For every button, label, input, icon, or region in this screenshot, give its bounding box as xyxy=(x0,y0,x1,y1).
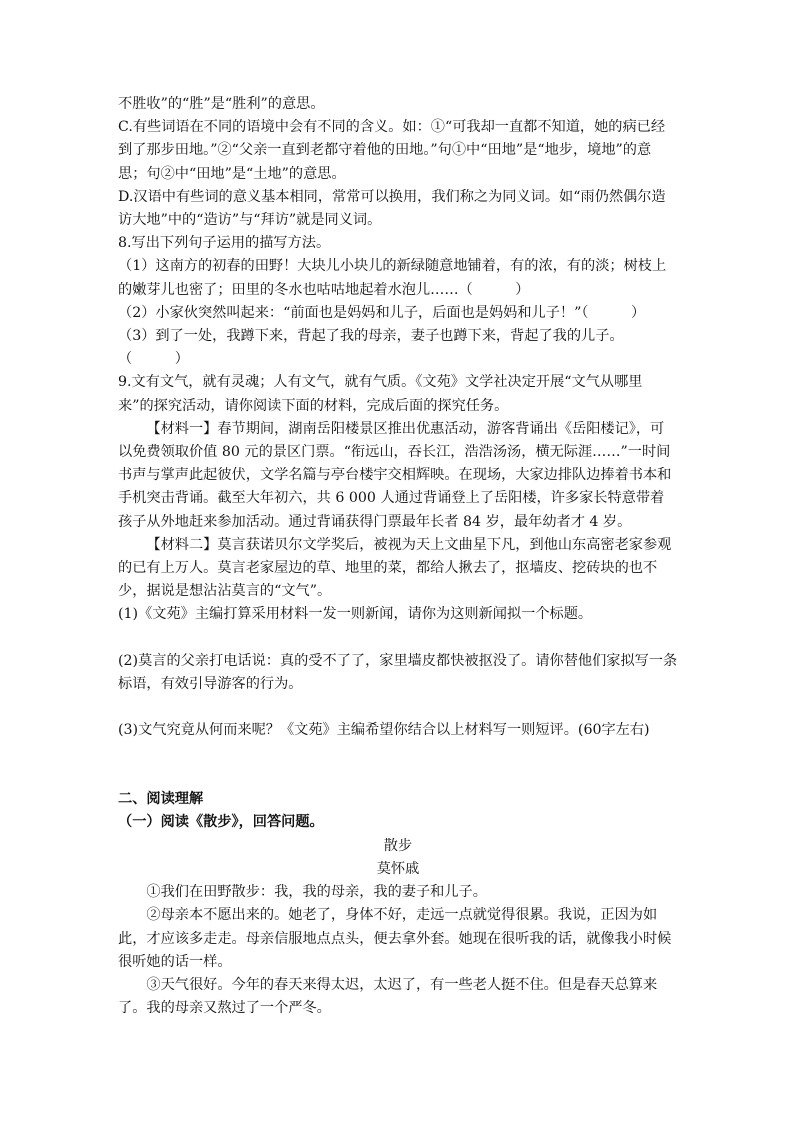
task-1: (1)《文苑》主编打算采用材料一发一则新闻，请你为这则新闻拟一个标题。 xyxy=(118,606,593,623)
answer-space xyxy=(118,742,678,788)
question-8: 8.写出下列句子运用的描写方法。 xyxy=(118,235,331,252)
question-9: 9.文有文气，就有灵魂；人有文气，就有气质。《文苑》文学社决定开展“文气从哪里来”的探究活动，请你阅读下面的材料，完成后面的探究任务。 xyxy=(118,374,643,414)
option-d: D.汉语中有些词的意义基本相同，常常可以换用，我们称之为同义词。如“雨仍然偶尔造访大地”中的“造访”与“拜访”就是同义词。 xyxy=(118,188,666,229)
question-8-item-3: （3）到了一处，我蹲下来，背起了我的母亲，妻子也蹲下来，背起了我的儿子。（ ） xyxy=(118,328,624,368)
article-author: 莫怀戚 xyxy=(376,860,420,877)
article-title: 散步 xyxy=(383,837,413,854)
answer-space xyxy=(118,696,678,719)
option-c: C.有些词语在不同的语境中会有不同的含义。如：①“可我却一直都不知道，她的病已经到了那步田地。”②“父亲一直到老都守着他的田地。”句①中“田地”是“地步，境地”的意思；句②中“田地”是“土地”的意思。 xyxy=(118,119,666,182)
answer-space xyxy=(118,627,678,650)
article-paragraph-2: ②母亲本不愿出来的。她老了，身体不好，走远一点就觉得很累。我说，正因为如此，才应该多走走。母亲信服地点点头，便去拿外套。她现在很听我的话，就像我小时候很听她的话一样。 xyxy=(118,907,672,970)
question-8-item-2: （2）小家伙突然叫起来：“前面也是妈妈和儿子，后面也是妈妈和儿子！”（ ） xyxy=(118,304,646,321)
section-heading: 二、阅读理解 xyxy=(118,791,204,808)
task-3: (3)文气究竟从何而来呢？《文苑》主编希望你结合以上材料写一则短评。(60字左右) xyxy=(118,722,650,739)
option-b-tail: 不胜收”的“胜”是“胜利”的意思。 xyxy=(118,96,325,112)
subsection-heading: （一）阅读《散步》，回答问题。 xyxy=(118,814,324,831)
material-1: 【材料一】春节期间，湖南岳阳楼景区推出优惠活动，游客背诵出《岳阳楼记》，可以免费领取价值 80 元的景区门票。“衔远山，吞长江，浩浩汤汤，横无际涯……”一时间书声与掌声此起彼伏，文学名篇与亭台楼宇交相辉映。在现场，大家边排队边捧着书本和手机突击背诵。截至大年初六，共 6 000 人通过背诵登上了岳阳楼，许多家长特意带着孩子从外地赶来参加活动。通过背诵获得门票最年长者 84 岁，最年幼者才 4 岁。 xyxy=(118,420,672,530)
document-page xyxy=(118,93,678,1020)
article-paragraph-1: ①我们在田野散步：我，我的母亲，我的妻子和儿子。 xyxy=(146,884,487,901)
question-8-item-1: （1）这南方的初春的田野！大块儿小块儿的新绿随意地铺着，有的浓，有的淡；树枝上的嫩芽儿也密了；田里的冬水也咕咕地起着水泡儿……（ ） xyxy=(118,258,667,298)
material-2: 【材料二】莫言获诺贝尔文学奖后，被视为天上文曲星下凡，到他山东高密老家参观的已有上万人。莫言老家屋边的草、地里的菜，都给人揪去了，抠墙皮、挖砖块的也不少，据说是想沾沾莫言的“文气”。 xyxy=(118,536,672,600)
article-paragraph-3: ③天气很好。今年的春天来得太迟，太迟了，有一些老人挺不住。但是春天总算来了。我的母亲又熬过了一个严冬。 xyxy=(118,976,658,1017)
task-2: (2)莫言的父亲打电话说：真的受不了了，家里墙皮都快被抠没了。请你替他们家拟写一条标语，有效引导游客的行为。 xyxy=(118,652,678,692)
